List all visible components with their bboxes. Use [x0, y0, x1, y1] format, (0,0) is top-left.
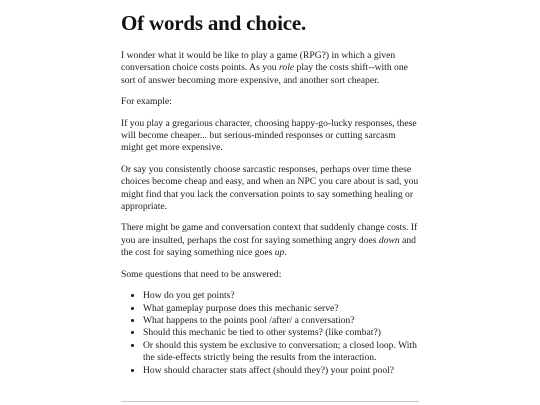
- list-item: • Or should this system be exclusive to conversation; a closed loop. With the side-effects strictly being the results from the interaction.: [143, 340, 419, 365]
- emphasis-text: down: [378, 234, 400, 246]
- divider: [121, 401, 419, 402]
- emphasis-text: role: [279, 62, 295, 74]
- text-span: play the costs shift--with one sort of answer becoming more expensive, and another sort cheaper.: [121, 62, 408, 86]
- list-item: • Should this mechanic be tied to other systems? (like combat?): [143, 327, 419, 339]
- text-span: and the cost for saying something nice goes: [121, 234, 416, 259]
- post-title: Of words and choice.: [121, 11, 307, 35]
- list-item: • What happens to the points pool /after/ a conversation?: [143, 315, 419, 327]
- text-span: There might be game and conversation context that suddenly change costs. If you are insulted, perhaps the cost for saying something angry does: [121, 222, 418, 246]
- post-paragraph-intro: [121, 50, 419, 87]
- blog-post: [121, 10, 419, 377]
- post-paragraph-context: [121, 222, 419, 259]
- questions-list: [121, 290, 419, 377]
- list-item: • How do you get points?: [143, 290, 419, 302]
- text-span: I wonder what it would be like to play a game (RPG?) in which a given conversation choice costs points. As you: [121, 50, 396, 74]
- list-item: • How should character stats affect (should they?) your point pool?: [143, 365, 419, 377]
- post-paragraph-questions-lead: Some questions that need to be answered:: [121, 268, 282, 280]
- post-paragraph-gregarious: If you play a gregarious character, choosing happy-go-lucky responses, these will become cheaper... but serious-minded responses or cutting sarcasm might get more expensive.: [121, 117, 417, 154]
- post-paragraph-example-lead: For example:: [121, 96, 172, 108]
- text-span: .: [284, 247, 287, 259]
- list-item: • What gameplay purpose does this mechanic serve?: [143, 303, 419, 315]
- emphasis-text: up: [274, 247, 285, 259]
- post-paragraph-sarcastic: Or say you consistently choose sarcastic responses, perhaps over time these choices become cheap and easy, and when an NPC you care about is sad, you might find that you lack the conversation points to say something healing or appropriate.: [121, 163, 419, 213]
